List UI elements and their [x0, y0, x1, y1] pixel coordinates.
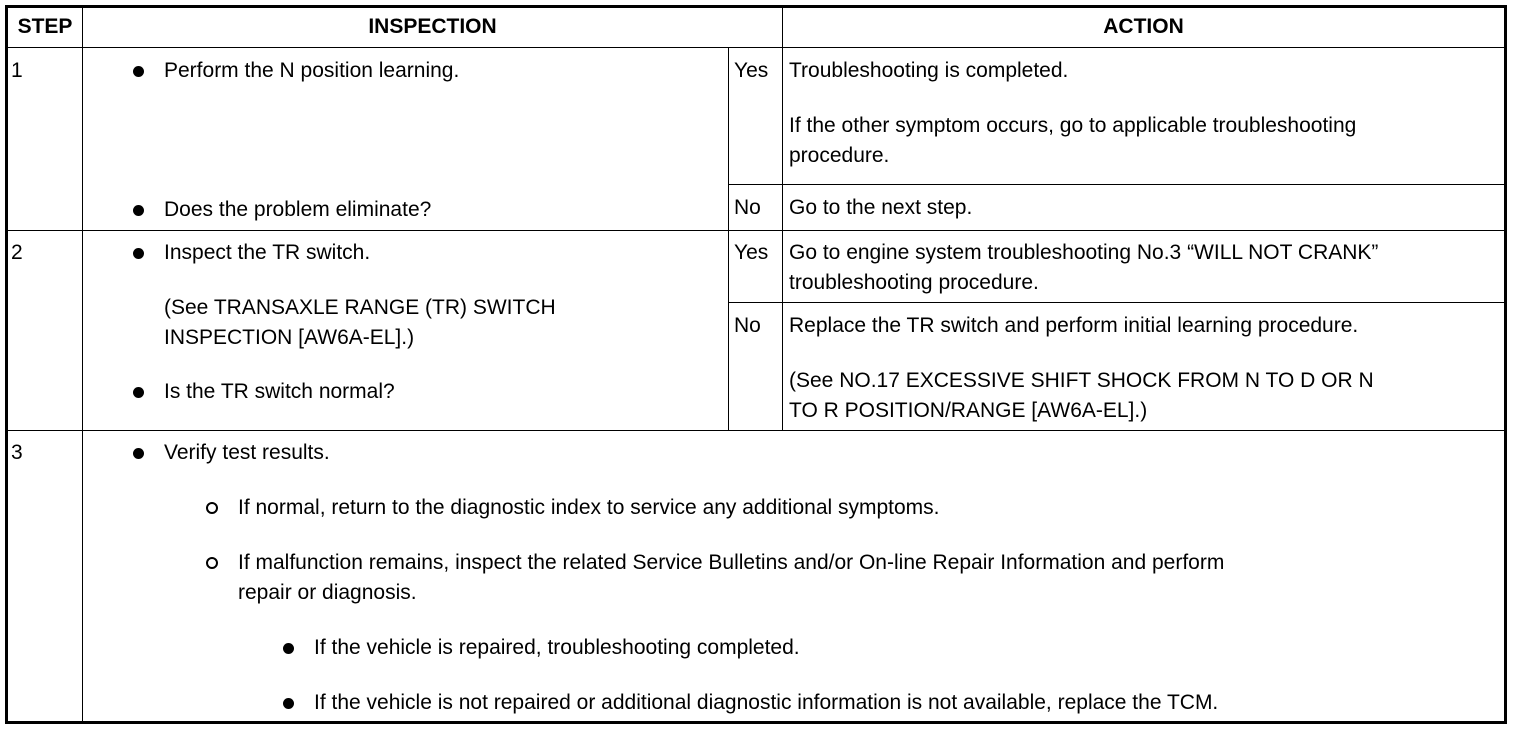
action-text: If the other symptom occurs, go to applicable troubleshooting	[789, 114, 1357, 137]
open-bullet-icon	[206, 557, 218, 569]
inspection-item: Inspect the TR switch.	[164, 241, 371, 264]
row2-yes-no-divider	[728, 302, 1504, 303]
action-text: (See NO.17 EXCESSIVE SHIFT SHOCK FROM N TO D OR N	[789, 369, 1374, 392]
inspection-reference: INSPECTION [AW6A-EL].)	[164, 326, 415, 349]
bullet-icon	[283, 698, 294, 709]
action-text: troubleshooting procedure.	[789, 271, 1039, 294]
sub-sub-item: If the vehicle is repaired, troubleshooting completed.	[314, 636, 800, 659]
inspection-item: Does the problem eliminate?	[164, 198, 432, 221]
step-number: 3	[11, 441, 23, 464]
open-bullet-icon	[206, 502, 218, 514]
inspection-item: Verify test results.	[164, 441, 330, 464]
header-inspection: INSPECTION	[368, 15, 497, 38]
action-text: Replace the TR switch and perform initial learning procedure.	[789, 314, 1359, 337]
sub-item: If malfunction remains, inspect the related Service Bulletins and/or On-line Repair Information and perform	[238, 551, 1225, 574]
bullet-icon	[133, 248, 144, 259]
sub-sub-item: If the vehicle is not repaired or additional diagnostic information is not available, replace the TCM.	[314, 691, 1219, 714]
step-number: 1	[11, 59, 23, 82]
step-column-divider	[82, 8, 83, 721]
yes-label: Yes	[734, 241, 769, 264]
row2-row3-divider	[8, 430, 1504, 431]
yes-label: Yes	[734, 59, 769, 82]
inspection-item: Is the TR switch normal?	[164, 380, 395, 403]
bullet-icon	[133, 66, 144, 77]
sub-item: repair or diagnosis.	[238, 581, 417, 604]
action-text: Go to the next step.	[789, 196, 973, 219]
sub-item: If normal, return to the diagnostic index to service any additional symptoms.	[238, 496, 940, 519]
no-label: No	[734, 196, 761, 219]
header-divider	[8, 47, 1504, 48]
no-label: No	[734, 314, 761, 337]
header-action: ACTION	[1103, 15, 1184, 38]
action-text: Go to engine system troubleshooting No.3 “WILL NOT CRANK”	[789, 241, 1379, 264]
action-text: procedure.	[789, 144, 890, 167]
bullet-icon	[133, 387, 144, 398]
action-text: TO R POSITION/RANGE [AW6A-EL].)	[789, 399, 1148, 422]
inspection-item: Perform the N position learning.	[164, 59, 460, 82]
yes-no-column-divider	[728, 47, 729, 430]
bullet-icon	[133, 448, 144, 459]
bullet-icon	[283, 643, 294, 654]
action-text: Troubleshooting is completed.	[789, 59, 1069, 82]
step-number: 2	[11, 241, 23, 264]
bullet-icon	[133, 205, 144, 216]
inspection-reference: (See TRANSAXLE RANGE (TR) SWITCH	[164, 296, 556, 319]
header-step: STEP	[17, 15, 73, 38]
inspection-action-divider	[782, 8, 783, 430]
row1-yes-no-divider	[728, 184, 1504, 185]
row1-row2-divider	[8, 230, 1504, 231]
